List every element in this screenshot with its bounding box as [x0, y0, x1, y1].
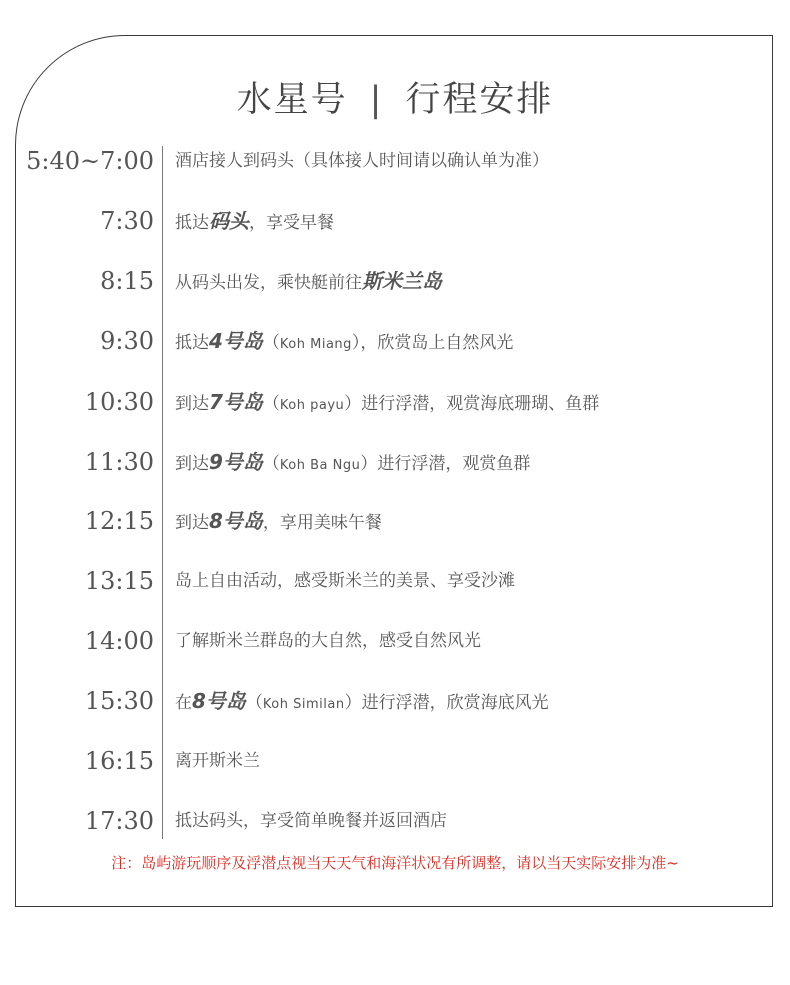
schedule-row — [0, 801, 790, 841]
schedule-row — [0, 321, 790, 361]
schedule-desc: 到达9号岛（Koh Ba Ngu）进行浮潜，观赏鱼群 — [175, 450, 531, 474]
schedule-desc: 在8号岛（Koh Similan）进行浮潜，欣赏海底风光 — [175, 689, 549, 713]
schedule-desc: 到达7号岛（Koh payu）进行浮潜，观赏海底珊瑚、鱼群 — [175, 390, 600, 414]
schedule-time: 7:30 — [100, 207, 154, 235]
schedule-row — [0, 681, 790, 721]
island-english-name: Koh Similan — [262, 697, 345, 712]
boat-name: 水星号 — [236, 80, 348, 120]
highlight-place: 9号岛 — [209, 450, 263, 474]
highlight-place: 码头 — [209, 209, 249, 233]
schedule-desc: 从码头出发，乘快艇前往斯米兰岛 — [175, 269, 442, 293]
schedule-time: 11:30 — [84, 448, 154, 476]
schedule-time: 17:30 — [84, 807, 154, 835]
highlight-place: 4号岛 — [209, 329, 263, 353]
schedule-row — [0, 741, 790, 781]
schedule-desc: 到达8号岛，享用美味午餐 — [175, 509, 382, 533]
schedule-row — [0, 261, 790, 301]
schedule-desc: 抵达4号岛（Koh Miang），欣赏岛上自然风光 — [175, 329, 514, 353]
timeline-divider — [162, 146, 163, 839]
schedule-row — [0, 382, 790, 422]
schedule-time: 14:00 — [84, 627, 154, 655]
schedule-row — [0, 442, 790, 482]
highlight-place: 8号岛 — [209, 509, 263, 533]
schedule-time: 16:15 — [84, 747, 154, 775]
island-english-name: Koh Ba Ngu — [279, 458, 361, 473]
schedule-row — [0, 141, 790, 181]
schedule-time: 9:30 — [100, 327, 154, 355]
title-subtitle: 行程安排 — [405, 80, 554, 120]
schedule-row — [0, 561, 790, 601]
schedule-desc: 了解斯米兰群岛的大自然，感受自然风光 — [175, 631, 481, 651]
schedule-row — [0, 201, 790, 241]
disclaimer-note: 注：岛屿游玩顺序及浮潜点视当天天气和海洋状况有所调整，请以当天实际安排为准~ — [111, 854, 679, 872]
island-english-name: Koh Miang — [279, 337, 352, 352]
schedule-time: 10:30 — [84, 388, 154, 416]
schedule-time: 5:40~7:00 — [26, 147, 154, 175]
page-title — [0, 72, 790, 122]
schedule-time: 12:15 — [84, 507, 154, 535]
schedule-row — [0, 621, 790, 661]
schedule-desc: 离开斯米兰 — [175, 751, 260, 771]
highlight-place: 7号岛 — [209, 390, 263, 414]
schedule-time: 13:15 — [84, 567, 154, 595]
island-english-name: Koh payu — [279, 398, 345, 413]
schedule-time: 8:15 — [100, 267, 154, 295]
title-separator: | — [369, 80, 384, 120]
schedule-row — [0, 501, 790, 541]
schedule-desc: 岛上自由活动，感受斯米兰的美景、享受沙滩 — [175, 571, 515, 591]
schedule-desc: 抵达码头，享受简单晚餐并返回酒店 — [175, 811, 447, 831]
schedule-time: 15:30 — [84, 687, 154, 715]
highlight-place: 8号岛 — [192, 689, 246, 713]
schedule-desc: 酒店接人到码头（具体接人时间请以确认单为准） — [175, 151, 549, 171]
schedule-desc: 抵达码头，享受早餐 — [175, 209, 334, 233]
highlight-place: 斯米兰岛 — [362, 269, 442, 293]
